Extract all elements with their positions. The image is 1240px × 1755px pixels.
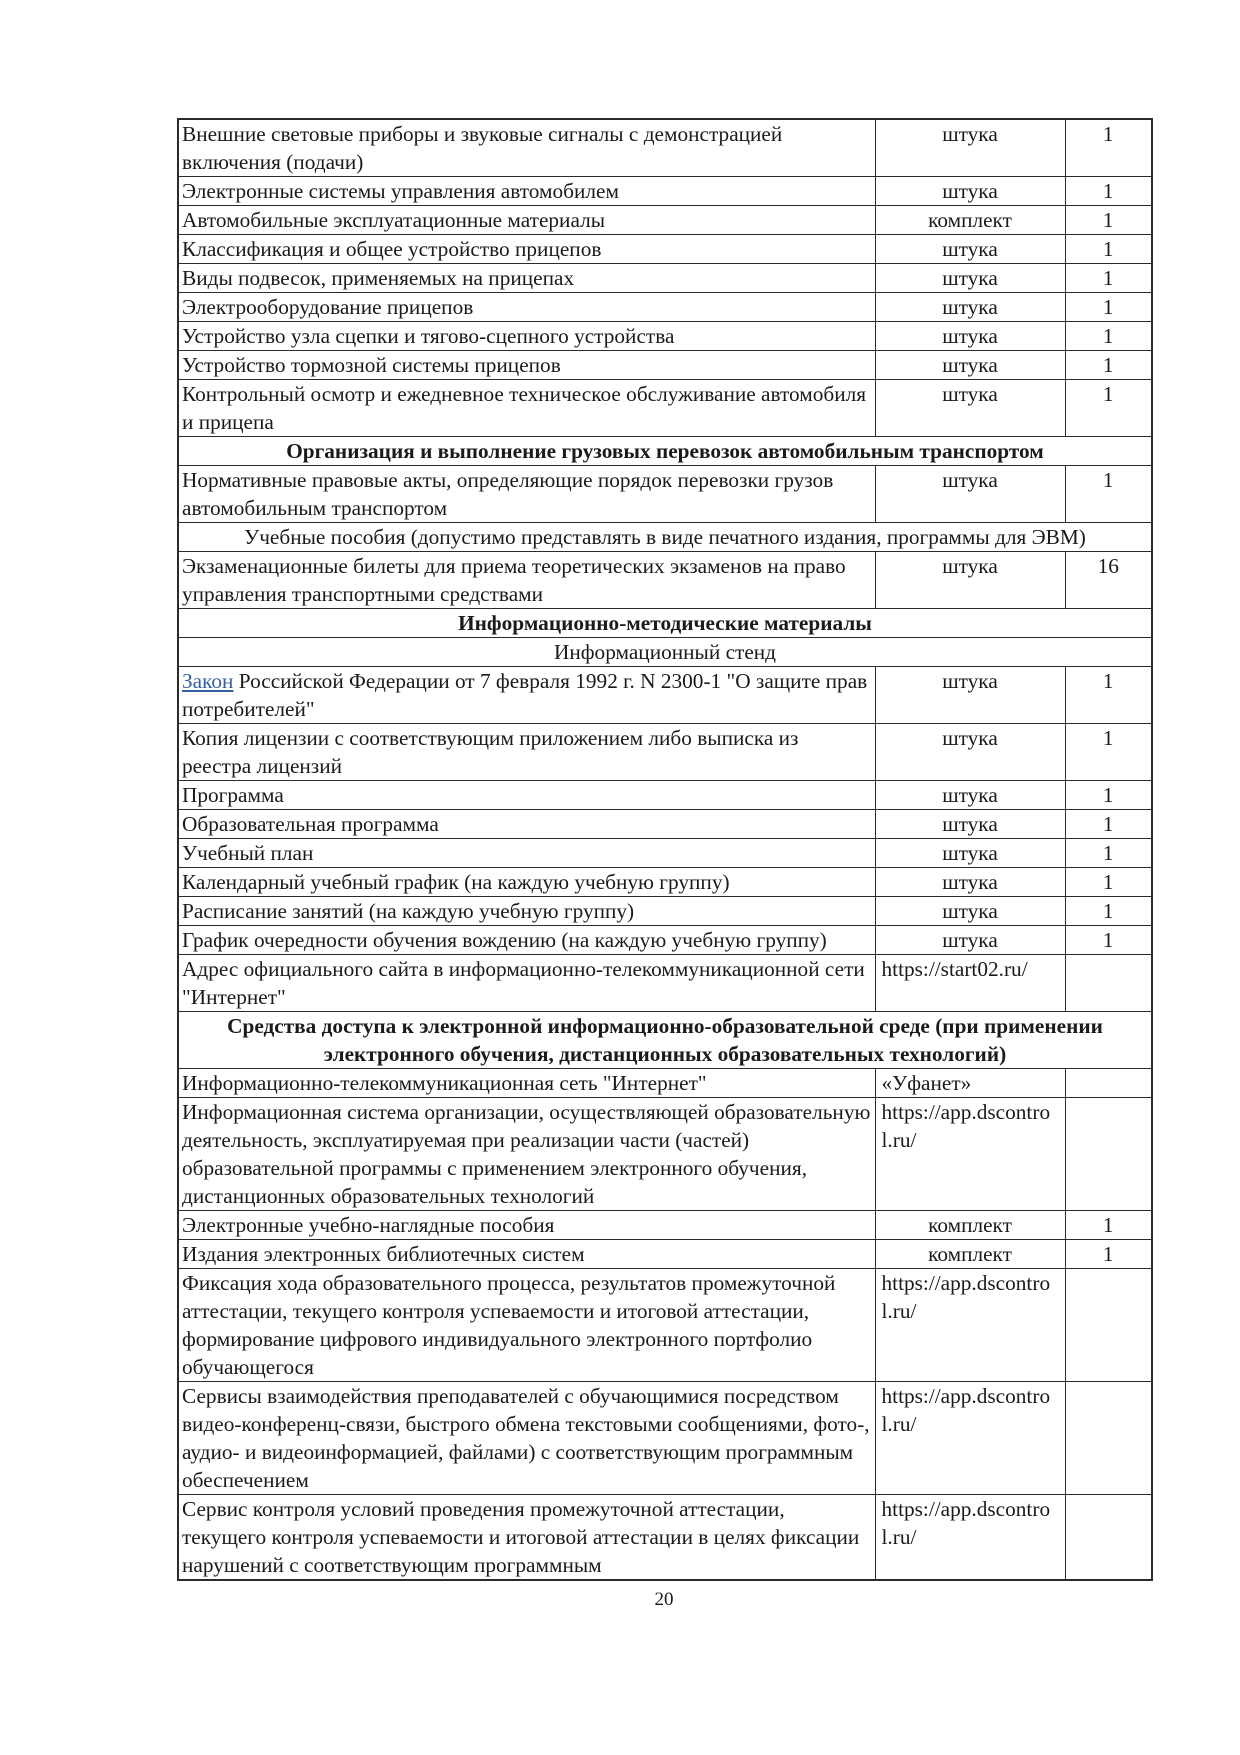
table-row (178, 1382, 1152, 1495)
item-name-cell: Электрооборудование прицепов (178, 293, 875, 322)
quantity-cell: 16 (1065, 552, 1152, 609)
item-name-cell: Информационно-телекоммуникационная сеть "Интернет" (178, 1069, 875, 1098)
value-cell: https://app.dscontrol.ru/ (875, 1495, 1065, 1581)
item-name-cell: График очередности обучения вождению (на каждую учебную группу) (178, 926, 875, 955)
unit-cell: комплект (875, 1240, 1065, 1269)
item-name-cell: Учебный план (178, 839, 875, 868)
item-name-cell (178, 667, 875, 724)
quantity-cell: 1 (1065, 177, 1152, 206)
unit-cell: штука (875, 897, 1065, 926)
unit-cell: штука (875, 177, 1065, 206)
quantity-cell: 1 (1065, 724, 1152, 781)
unit-cell: штука (875, 466, 1065, 523)
quantity-cell: 1 (1065, 466, 1152, 523)
quantity-cell: 1 (1065, 897, 1152, 926)
unit-cell: штука (875, 839, 1065, 868)
quantity-cell: 1 (1065, 293, 1152, 322)
unit-cell: штука (875, 724, 1065, 781)
unit-cell: штука (875, 264, 1065, 293)
equipment-table (177, 118, 1153, 1581)
table-row (178, 868, 1152, 897)
table-row (178, 1069, 1152, 1098)
section-heading: Организация и выполнение грузовых перевозок автомобильным транспортом (178, 437, 1152, 466)
unit-cell: штука (875, 380, 1065, 437)
table-row (178, 264, 1152, 293)
table-row (178, 839, 1152, 868)
quantity-cell (1065, 1098, 1152, 1211)
unit-cell: штука (875, 119, 1065, 177)
item-name-cell: Сервис контроля условий проведения промежуточной аттестации, текущего контроля успеваемости и итоговой аттестации в целях фиксации нарушений с соответствующим программным (178, 1495, 875, 1581)
page-number: 20 (654, 1589, 674, 1610)
table-row (178, 724, 1152, 781)
item-name-cell: Образовательная программа (178, 810, 875, 839)
unit-cell: штука (875, 235, 1065, 264)
unit-cell: штука (875, 868, 1065, 897)
quantity-cell: 1 (1065, 667, 1152, 724)
quantity-cell (1065, 1382, 1152, 1495)
value-cell: https://app.dscontrol.ru/ (875, 1098, 1065, 1211)
quantity-cell: 1 (1065, 119, 1152, 177)
table-row (178, 1211, 1152, 1240)
table-row (178, 1240, 1152, 1269)
quantity-cell: 1 (1065, 1240, 1152, 1269)
table-row (178, 1495, 1152, 1581)
item-name-cell: Адрес официального сайта в информационно-телекоммуникационной сети "Интернет" (178, 955, 875, 1012)
table-row (178, 119, 1152, 177)
table-row (178, 810, 1152, 839)
table-row (178, 177, 1152, 206)
unit-cell: штука (875, 322, 1065, 351)
table-row (178, 235, 1152, 264)
section-heading: Информационно-методические материалы (178, 609, 1152, 638)
unit-cell: штука (875, 351, 1065, 380)
section-row (178, 609, 1152, 638)
subsection-heading: Учебные пособия (допустимо представлять в виде печатного издания, программы для ЭВМ) (178, 523, 1152, 552)
item-name-cell: Электронные учебно-наглядные пособия (178, 1211, 875, 1240)
unit-cell: комплект (875, 206, 1065, 235)
table-row (178, 667, 1152, 724)
unit-cell: штука (875, 781, 1065, 810)
subsection-heading: Информационный стенд (178, 638, 1152, 667)
law-link[interactable]: Закон (182, 669, 234, 693)
section-heading: Средства доступа к электронной информационно-образовательной среде (при применении электронного обучения, дистанционных образовательных технологий) (178, 1012, 1152, 1069)
section-row (178, 437, 1152, 466)
item-name-cell: Копия лицензии с соответствующим приложением либо выписка из реестра лицензий (178, 724, 875, 781)
quantity-cell: 1 (1065, 810, 1152, 839)
value-cell: https://start02.ru/ (875, 955, 1065, 1012)
section-row (178, 638, 1152, 667)
item-name-cell: Нормативные правовые акты, определяющие порядок перевозки грузов автомобильным транспортом (178, 466, 875, 523)
table-row (178, 781, 1152, 810)
item-name-cell: Издания электронных библиотечных систем (178, 1240, 875, 1269)
quantity-cell (1065, 1069, 1152, 1098)
item-name-cell: Календарный учебный график (на каждую учебную группу) (178, 868, 875, 897)
table-row (178, 293, 1152, 322)
unit-cell: штука (875, 552, 1065, 609)
document-page (177, 118, 1151, 1612)
table-row (178, 926, 1152, 955)
item-name-cell: Сервисы взаимодействия преподавателей с обучающимися посредством видео-конференц-связи, быстрого обмена текстовыми сообщениями, фото-, аудио- и видеоинформацией, файлами) с соответствующим программным обеспечением (178, 1382, 875, 1495)
unit-cell: штука (875, 667, 1065, 724)
table-row (178, 552, 1152, 609)
table-row (178, 955, 1152, 1012)
item-name-cell: Классификация и общее устройство прицепов (178, 235, 875, 264)
item-name-cell: Расписание занятий (на каждую учебную группу) (178, 897, 875, 926)
item-name-cell: Устройство узла сцепки и тягово-сцепного устройства (178, 322, 875, 351)
quantity-cell (1065, 1269, 1152, 1382)
quantity-cell: 1 (1065, 1211, 1152, 1240)
item-name-cell: Внешние световые приборы и звуковые сигналы с демонстрацией включения (подачи) (178, 119, 875, 177)
quantity-cell: 1 (1065, 322, 1152, 351)
quantity-cell: 1 (1065, 868, 1152, 897)
quantity-cell: 1 (1065, 839, 1152, 868)
table-row (178, 351, 1152, 380)
item-name-cell: Автомобильные эксплуатационные материалы (178, 206, 875, 235)
unit-cell: комплект (875, 1211, 1065, 1240)
item-name-cell: Устройство тормозной системы прицепов (178, 351, 875, 380)
table-row (178, 380, 1152, 437)
unit-cell: штука (875, 810, 1065, 839)
item-name-cell: Информационная система организации, осуществляющей образовательную деятельность, эксплуатируемая при реализации части (частей) образовательной программы с применением электронного обучения, дистанционных образовательных технологий (178, 1098, 875, 1211)
quantity-cell: 1 (1065, 351, 1152, 380)
item-name-cell: Экзаменационные билеты для приема теоретических экзаменов на право управления транспортными средствами (178, 552, 875, 609)
value-cell: «Уфанет» (875, 1069, 1065, 1098)
table-row (178, 897, 1152, 926)
table-row (178, 206, 1152, 235)
item-name-text: Российской Федерации от 7 февраля 1992 г. N 2300-1 "О защите прав потребителей" (182, 669, 868, 721)
unit-cell: штука (875, 926, 1065, 955)
item-name-cell: Виды подвесок, применяемых на прицепах (178, 264, 875, 293)
table-row (178, 466, 1152, 523)
table-row (178, 1098, 1152, 1211)
item-name-cell: Электронные системы управления автомобилем (178, 177, 875, 206)
quantity-cell: 1 (1065, 926, 1152, 955)
quantity-cell: 1 (1065, 206, 1152, 235)
section-row (178, 523, 1152, 552)
quantity-cell: 1 (1065, 235, 1152, 264)
quantity-cell (1065, 1495, 1152, 1581)
item-name-cell: Программа (178, 781, 875, 810)
table-row (178, 322, 1152, 351)
quantity-cell: 1 (1065, 781, 1152, 810)
value-cell: https://app.dscontrol.ru/ (875, 1382, 1065, 1495)
unit-cell: штука (875, 293, 1065, 322)
quantity-cell (1065, 955, 1152, 1012)
item-name-cell: Фиксация хода образовательного процесса, результатов промежуточной аттестации, текущего контроля успеваемости и итоговой аттестации, формирование цифрового индивидуального электронного портфолио обучающегося (178, 1269, 875, 1382)
quantity-cell: 1 (1065, 380, 1152, 437)
item-name-cell: Контрольный осмотр и ежедневное техническое обслуживание автомобиля и прицепа (178, 380, 875, 437)
quantity-cell: 1 (1065, 264, 1152, 293)
value-cell: https://app.dscontrol.ru/ (875, 1269, 1065, 1382)
section-row (178, 1012, 1152, 1069)
table-row (178, 1269, 1152, 1382)
